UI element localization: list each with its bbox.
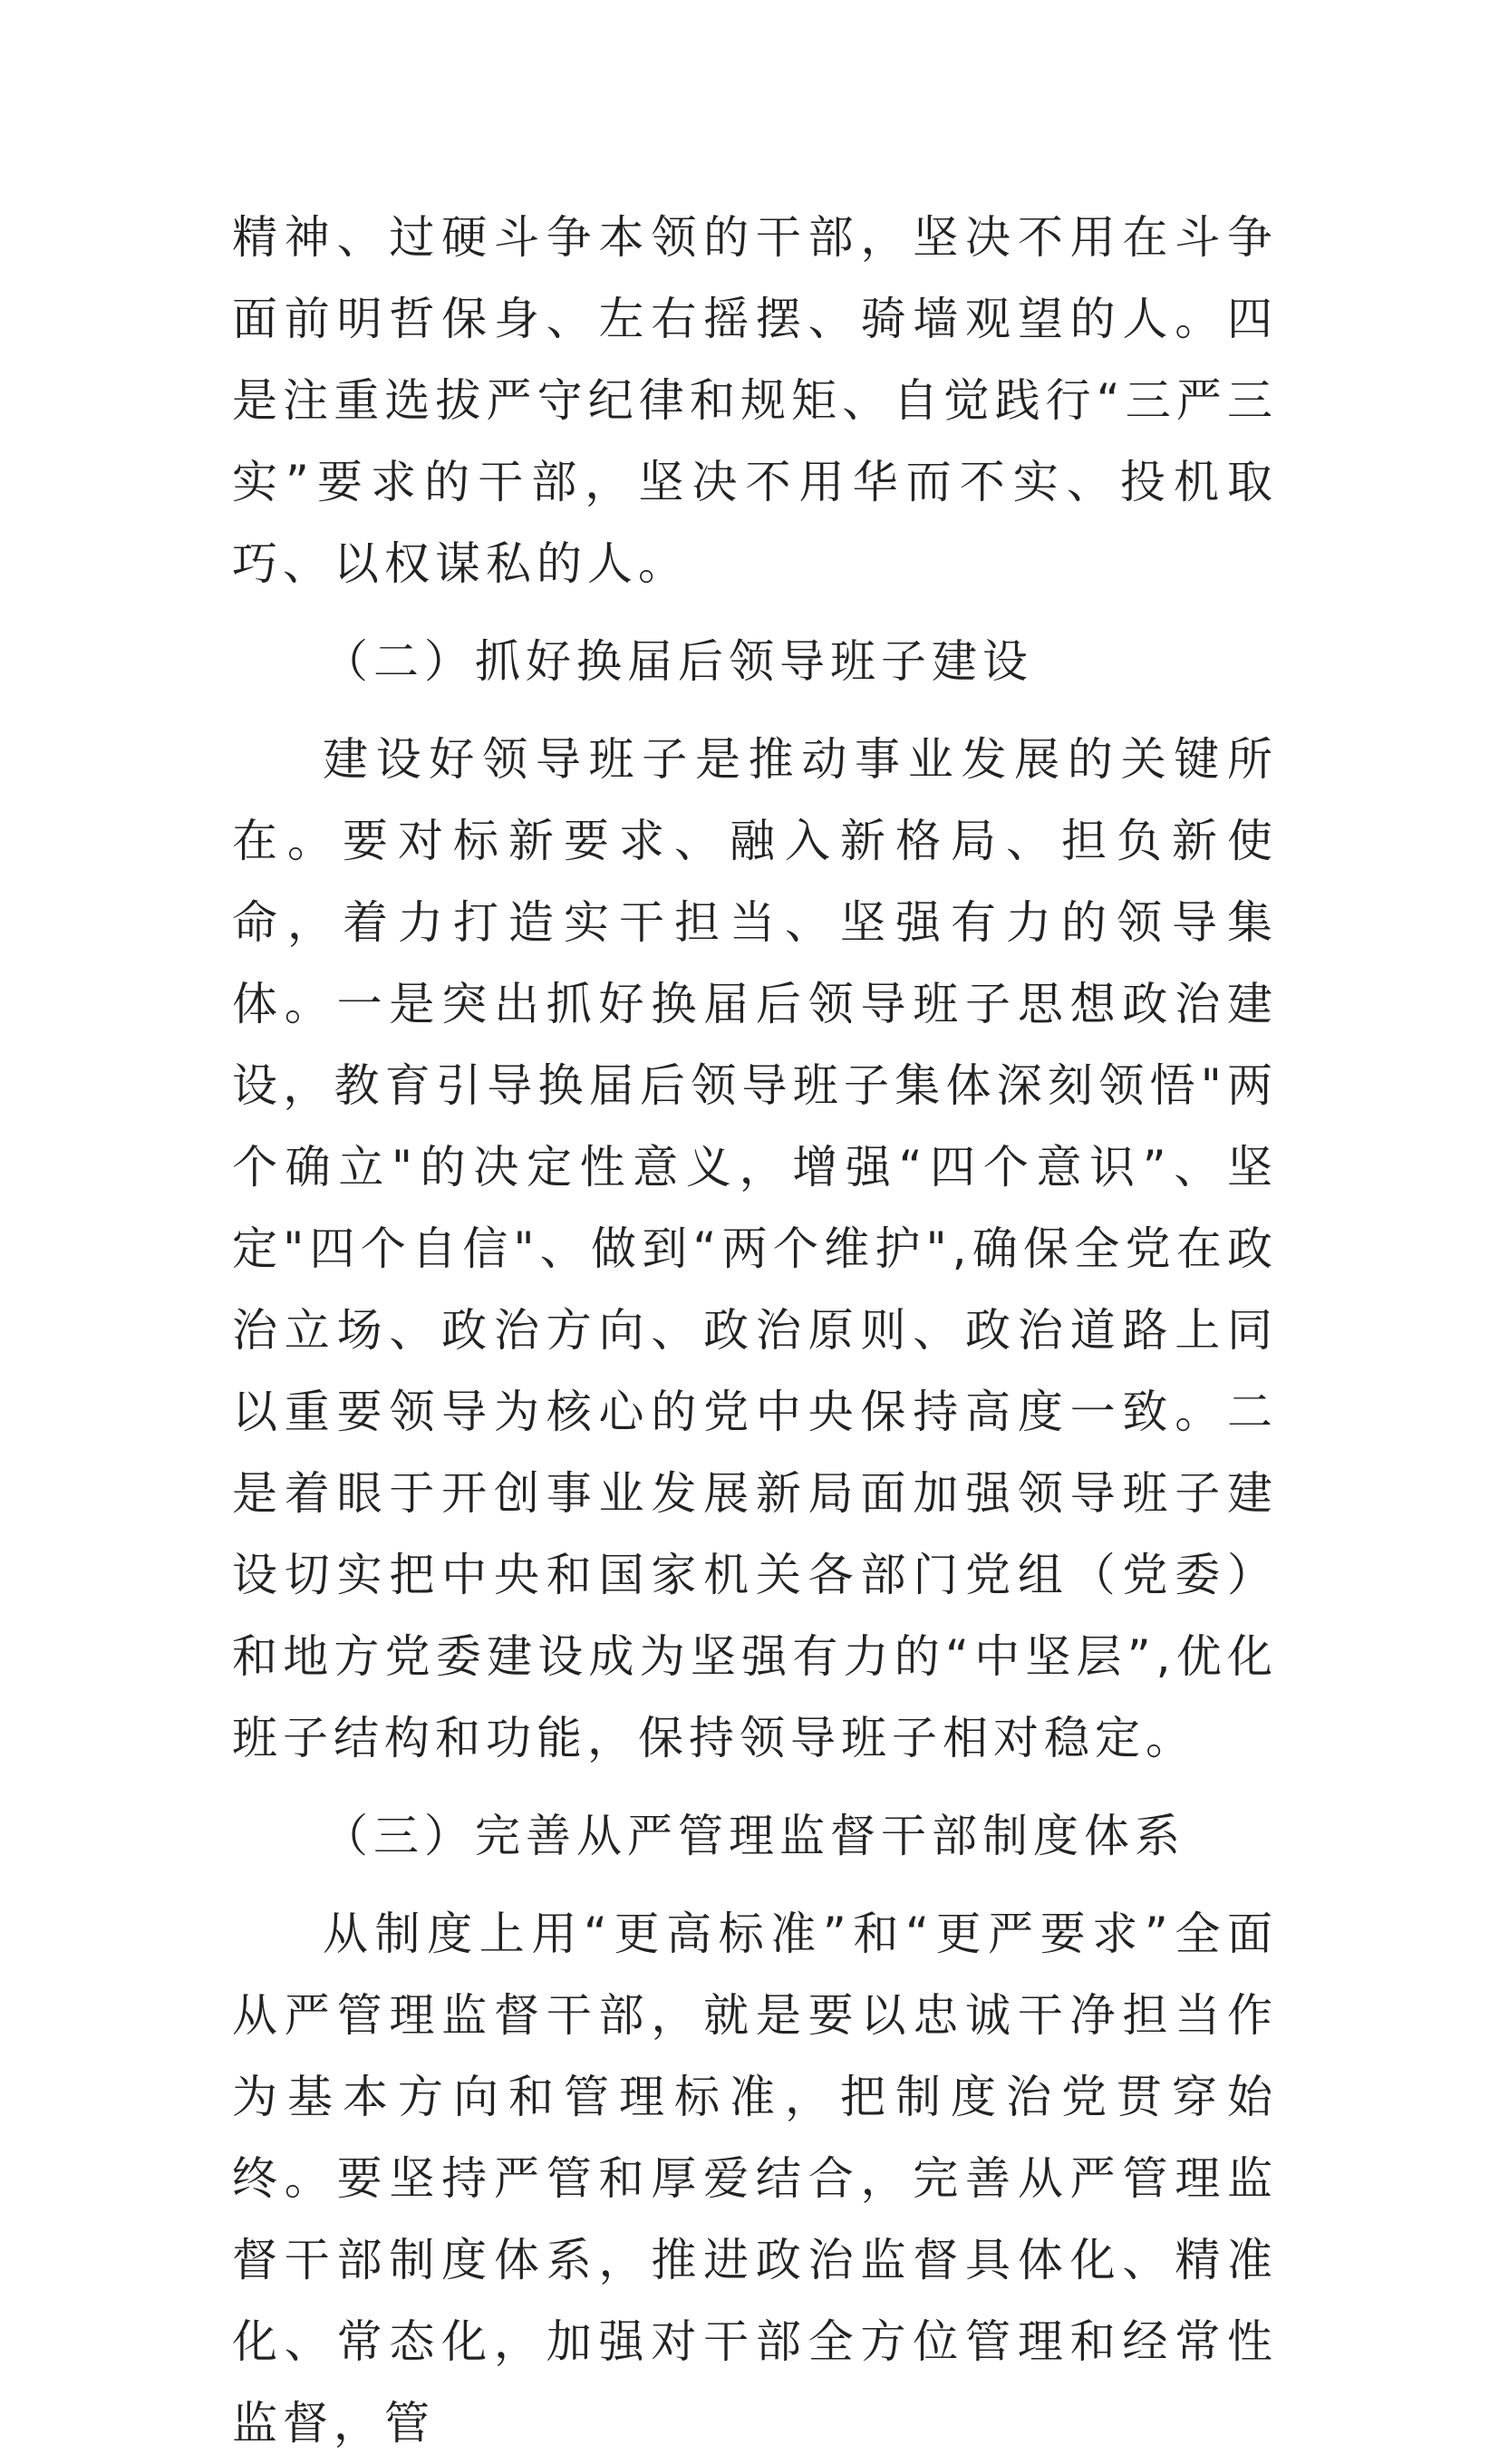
section-heading-3: （三）完善从严管理监督干部制度体系: [323, 1810, 1185, 1862]
paragraph-supervision-system: 从制度上用“更高标准”和“更严要求”全面从严管理监督干部，就是要以忠诚干净担当作为基本方向和管理标准，把制度治党贯穿始终。要坚持严管和厚爱结合，完善从严管理监督干部制度体系，推进政治监督具体化、精准化、常态化，加强对干部全方位管理和经常性监督，管: [232, 1908, 1278, 2450]
paragraph-continuation: 精神、过硬斗争本领的干部，坚决不用在斗争面前明哲保身、左右摇摆、骑墙观望的人。四是注重选拔严守纪律和规矩、自觉践行“三严三实”要求的干部，坚决不用华而不实、投机取巧、以权谋私的人。: [232, 211, 1278, 590]
document-body: [232, 197, 1278, 2464]
paragraph-leadership-team: 建设好领导班子是推动事业发展的关键所在。要对标新要求、融入新格局、担负新使命，着力打造实干担当、坚强有力的领导集体。一是突出抓好换届后领导班子思想政治建设，教育引导换届后领导班子集体深刻领悟"两个确立"的决定性意义，增强“四个意识”、坚定"四个自信"、做到“两个维护",确保全党在政治立场、政治方向、政治原则、政治道路上同以重要领导为核心的党中央保持高度一致。二是着眼于开创事业发展新局面加强领导班子建设切实把中央和国家机关各部门党组（党委）和地方党委建设成为坚强有力的“中坚层”,优化班子结构和功能，保持领导班子相对稳定。: [232, 733, 1278, 1764]
section-heading-2: （二）抓好换届后领导班子建设: [323, 635, 1033, 688]
